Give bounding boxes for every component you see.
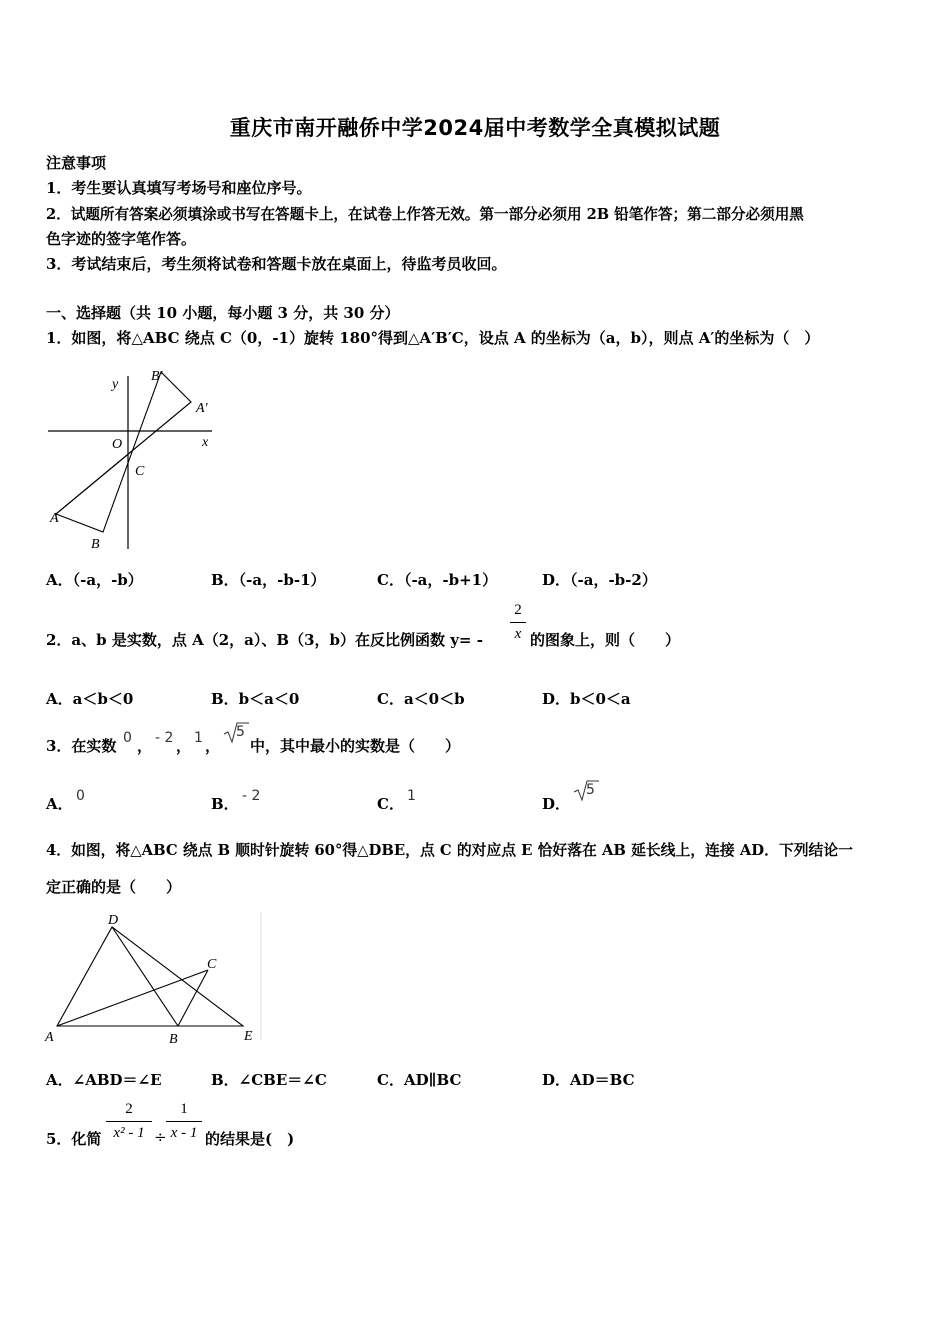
label-c: C: [135, 464, 145, 479]
q3-sep-2: ，: [176, 737, 192, 755]
label-a: A: [50, 511, 59, 526]
q4-stem-line-2: 定正确的是（ ）: [46, 878, 182, 896]
q3-option-c-label[interactable]: C．: [377, 795, 404, 813]
q1-coordinate-figure: [44, 362, 224, 554]
q3-sep-1: ，: [137, 737, 153, 755]
q5-stem-a: 5．化简: [46, 1130, 102, 1148]
q3-num-neg2: - 2: [155, 730, 174, 746]
q1-option-a[interactable]: A．（-a，-b）: [46, 571, 143, 589]
label-o: O: [112, 437, 123, 452]
notice-item-1: 1．考生要认真填写考场号和座位序号。: [46, 179, 312, 197]
label-a-prime: A': [196, 401, 208, 416]
q1-stem: 1．如图，将△ABC 绕点 C（0，-1）旋转 180°得到△A′B′C，设点 A 的坐标为（a，b），则点 A′的坐标为（ ）: [46, 329, 820, 347]
q4-option-d[interactable]: D．AD＝BC: [542, 1071, 635, 1089]
q2-frac-num: 2: [514, 602, 522, 618]
q1-option-d[interactable]: D．（-a，-b-2）: [542, 571, 657, 589]
label-b: B: [169, 1032, 178, 1047]
line-db: [112, 927, 178, 1026]
q3-option-d-label[interactable]: D．: [542, 795, 571, 813]
label-x: x: [202, 435, 209, 450]
q2-stem-a: 2．a、b 是实数，点 A（2，a）、B（3，b）在反比例函数 y= -: [46, 631, 483, 649]
q3-num-0: 0: [123, 730, 132, 746]
triangle-outline: [56, 372, 191, 532]
q5-frac1-den: x² - 1: [113, 1125, 145, 1141]
q5-fraction-1: [106, 1101, 152, 1142]
q2-option-c[interactable]: C．a＜0＜b: [377, 690, 465, 708]
q1-option-b[interactable]: B．（-a，-b-1）: [211, 571, 326, 589]
q3-stem-a: 3．在实数: [46, 737, 117, 755]
q4-triangle-figure: [44, 910, 266, 1048]
q3-stem-b: 中，其中最小的实数是（ ）: [250, 737, 461, 755]
triangle-dbe: [57, 927, 243, 1026]
fraction-bar: [166, 1121, 202, 1122]
q3-sep-3: ，: [205, 737, 221, 755]
q2-fraction: [510, 602, 526, 643]
q3-option-a-label[interactable]: A．: [46, 795, 73, 813]
q5-frac2-den: x - 1: [170, 1125, 198, 1141]
label-c: C: [207, 957, 217, 972]
notice-item-2: 2．试题所有答案必须填涂或书写在答题卡上，在试卷上作答无效。第一部分必须用 2B 铅笔作答；第二部分必须用黑: [46, 206, 804, 223]
q2-option-d[interactable]: D．b＜0＜a: [542, 690, 631, 708]
fraction-bar: [510, 622, 526, 623]
fraction-bar: [106, 1121, 152, 1122]
q1-option-c[interactable]: C．（-a，-b+1）: [377, 571, 498, 589]
q3-num-sqrt5: 5: [236, 724, 245, 740]
notice-item-2-cont: 色字迹的签字笔作答。: [46, 230, 197, 248]
q3-option-b-label[interactable]: B．: [211, 795, 239, 813]
q3-option-b-value[interactable]: - 2: [242, 788, 261, 804]
q3-option-a-value[interactable]: 0: [76, 788, 85, 804]
q4-stem-line-1: 4．如图，将△ABC 绕点 B 顺时针旋转 60°得△DBE，点 C 的对应点 E 恰好落在 AB 延长线上，连接 AD．下列结论一: [46, 842, 853, 859]
label-e: E: [244, 1029, 253, 1044]
q4-option-b[interactable]: B．∠CBE＝∠C: [211, 1071, 327, 1089]
q5-frac2-num: 1: [180, 1101, 188, 1117]
label-b: B: [91, 537, 100, 552]
line-ac: [57, 970, 208, 1026]
q2-frac-den: x: [514, 626, 522, 642]
q5-stem-b: 的结果是( ): [205, 1130, 295, 1148]
q5-divide-sign: ÷: [154, 1128, 167, 1146]
q2-option-b[interactable]: B．b＜a＜0: [211, 690, 300, 708]
line-a-ap: [56, 402, 191, 514]
q3-option-c-value[interactable]: 1: [407, 788, 416, 804]
q4-option-c[interactable]: C．AD∥BC: [377, 1071, 462, 1089]
q2-stem-b: 的图象上，则（ ）: [530, 631, 681, 649]
page-title: 重庆市南开融侨中学2024届中考数学全真模拟试题: [229, 116, 721, 140]
label-d: D: [108, 913, 119, 928]
notice-heading: 注意事项: [46, 154, 107, 172]
label-y: y: [112, 377, 119, 392]
section-heading: 一、选择题（共 10 小题，每小题 3 分，共 30 分）: [46, 304, 400, 322]
q4-option-a[interactable]: A．∠ABD＝∠E: [46, 1071, 162, 1089]
q3-option-d-value[interactable]: 5: [586, 782, 595, 798]
q5-fraction-2: [166, 1101, 202, 1142]
label-b-prime: B': [151, 369, 163, 384]
q2-option-a[interactable]: A．a＜b＜0: [46, 690, 134, 708]
q5-frac1-num: 2: [125, 1101, 133, 1117]
q3-num-1: 1: [194, 730, 203, 746]
line-bc: [178, 970, 208, 1026]
notice-item-3: 3．考试结束后，考生须将试卷和答题卡放在桌面上，待监考员收回。: [46, 255, 507, 273]
label-a: A: [45, 1030, 54, 1045]
